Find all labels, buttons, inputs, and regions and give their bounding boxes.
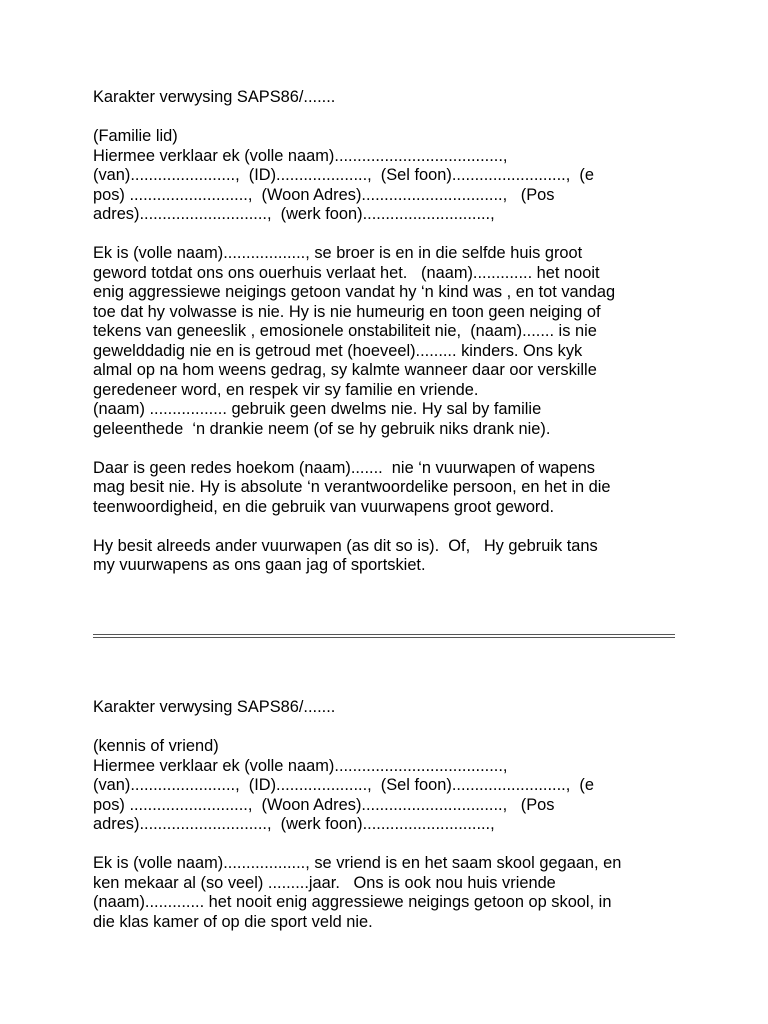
text-line: mag besit nie. Hy is absolute ‘n verantwoordelike persoon, en het in die <box>93 478 611 496</box>
text-line: Ek is (volle naam).................., se vriend is en het saam skool gegaan, en <box>93 854 622 872</box>
section-divider <box>93 634 675 638</box>
text-line: geleenthede ‘n drankie neem (of se hy gebruik niks drank nie). <box>93 419 551 438</box>
text-line: geredeneer word, en respek vir sy familie en vriende. <box>93 380 479 399</box>
section-title: Karakter verwysing SAPS86/....... <box>93 88 336 106</box>
text-line: geword totdat ons ons ouerhuis verlaat het. (naam)............. het nooit <box>93 263 600 282</box>
text-line: (naam) ................. gebruik geen dwelms nie. Hy sal by familie <box>93 400 542 418</box>
text-line: adres)............................, (werk foon)............................, <box>93 815 495 833</box>
text-line: pos) .........................., (Woon Adres)..............................., (Pos <box>93 185 555 204</box>
section-subtitle: (kennis of vriend) <box>93 737 219 755</box>
text-line: tekens van geneeslik , emosionele onstabiliteit nie, (naam)....... is nie <box>93 322 597 340</box>
text-line: pos) .........................., (Woon Adres)..............................., (Pos <box>93 795 555 814</box>
text-line: my vuurwapens as ons gaan jag of sportskiet. <box>93 556 426 574</box>
text-line: Hiermee verklaar ek (volle naam)....................................., <box>93 756 508 775</box>
text-line: Ek is (volle naam).................., se broer is en in die selfde huis groot <box>93 244 583 262</box>
text-line: adres)............................, (werk foon)............................, <box>93 205 495 223</box>
text-line: (naam)............. het nooit enig aggressiewe neigings getoon op skool, in <box>93 893 612 911</box>
text-line: Hy besit alreeds ander vuurwapen (as dit so is). Of, Hy gebruik tans <box>93 536 598 555</box>
text-line: (van)......................., (ID)...................., (Sel foon)........................., (e <box>93 776 594 794</box>
section-subtitle: (Familie lid) <box>93 127 178 145</box>
text-line: die klas kamer of op die sport veld nie. <box>93 912 373 931</box>
text-line: Hiermee verklaar ek (volle naam)....................................., <box>93 146 508 165</box>
text-line: Daar is geen redes hoekom (naam)....... nie ‘n vuurwapen of wapens <box>93 458 596 477</box>
text-line: teenwoordigheid, en die gebruik van vuurwapens groot geword. <box>93 497 555 516</box>
text-line: enig aggressiewe neigings getoon vandat hy ‘n kind was , en tot vandag <box>93 283 616 301</box>
text-line: toe dat hy volwasse is nie. Hy is nie humeurig en toon geen neiging of <box>93 302 601 321</box>
text-line: gewelddadig nie en is getroud met (hoeveel)......... kinders. Ons kyk <box>93 341 583 360</box>
section-title: Karakter verwysing SAPS86/....... <box>93 698 336 716</box>
text-line: ken mekaar al (so veel) .........jaar. Ons is ook nou huis vriende <box>93 873 556 892</box>
text-line: (van)......................., (ID)...................., (Sel foon)........................., (e <box>93 166 594 184</box>
text-line: almal op na hom weens gedrag, sy kalmte wanneer daar oor verskille <box>93 361 597 379</box>
